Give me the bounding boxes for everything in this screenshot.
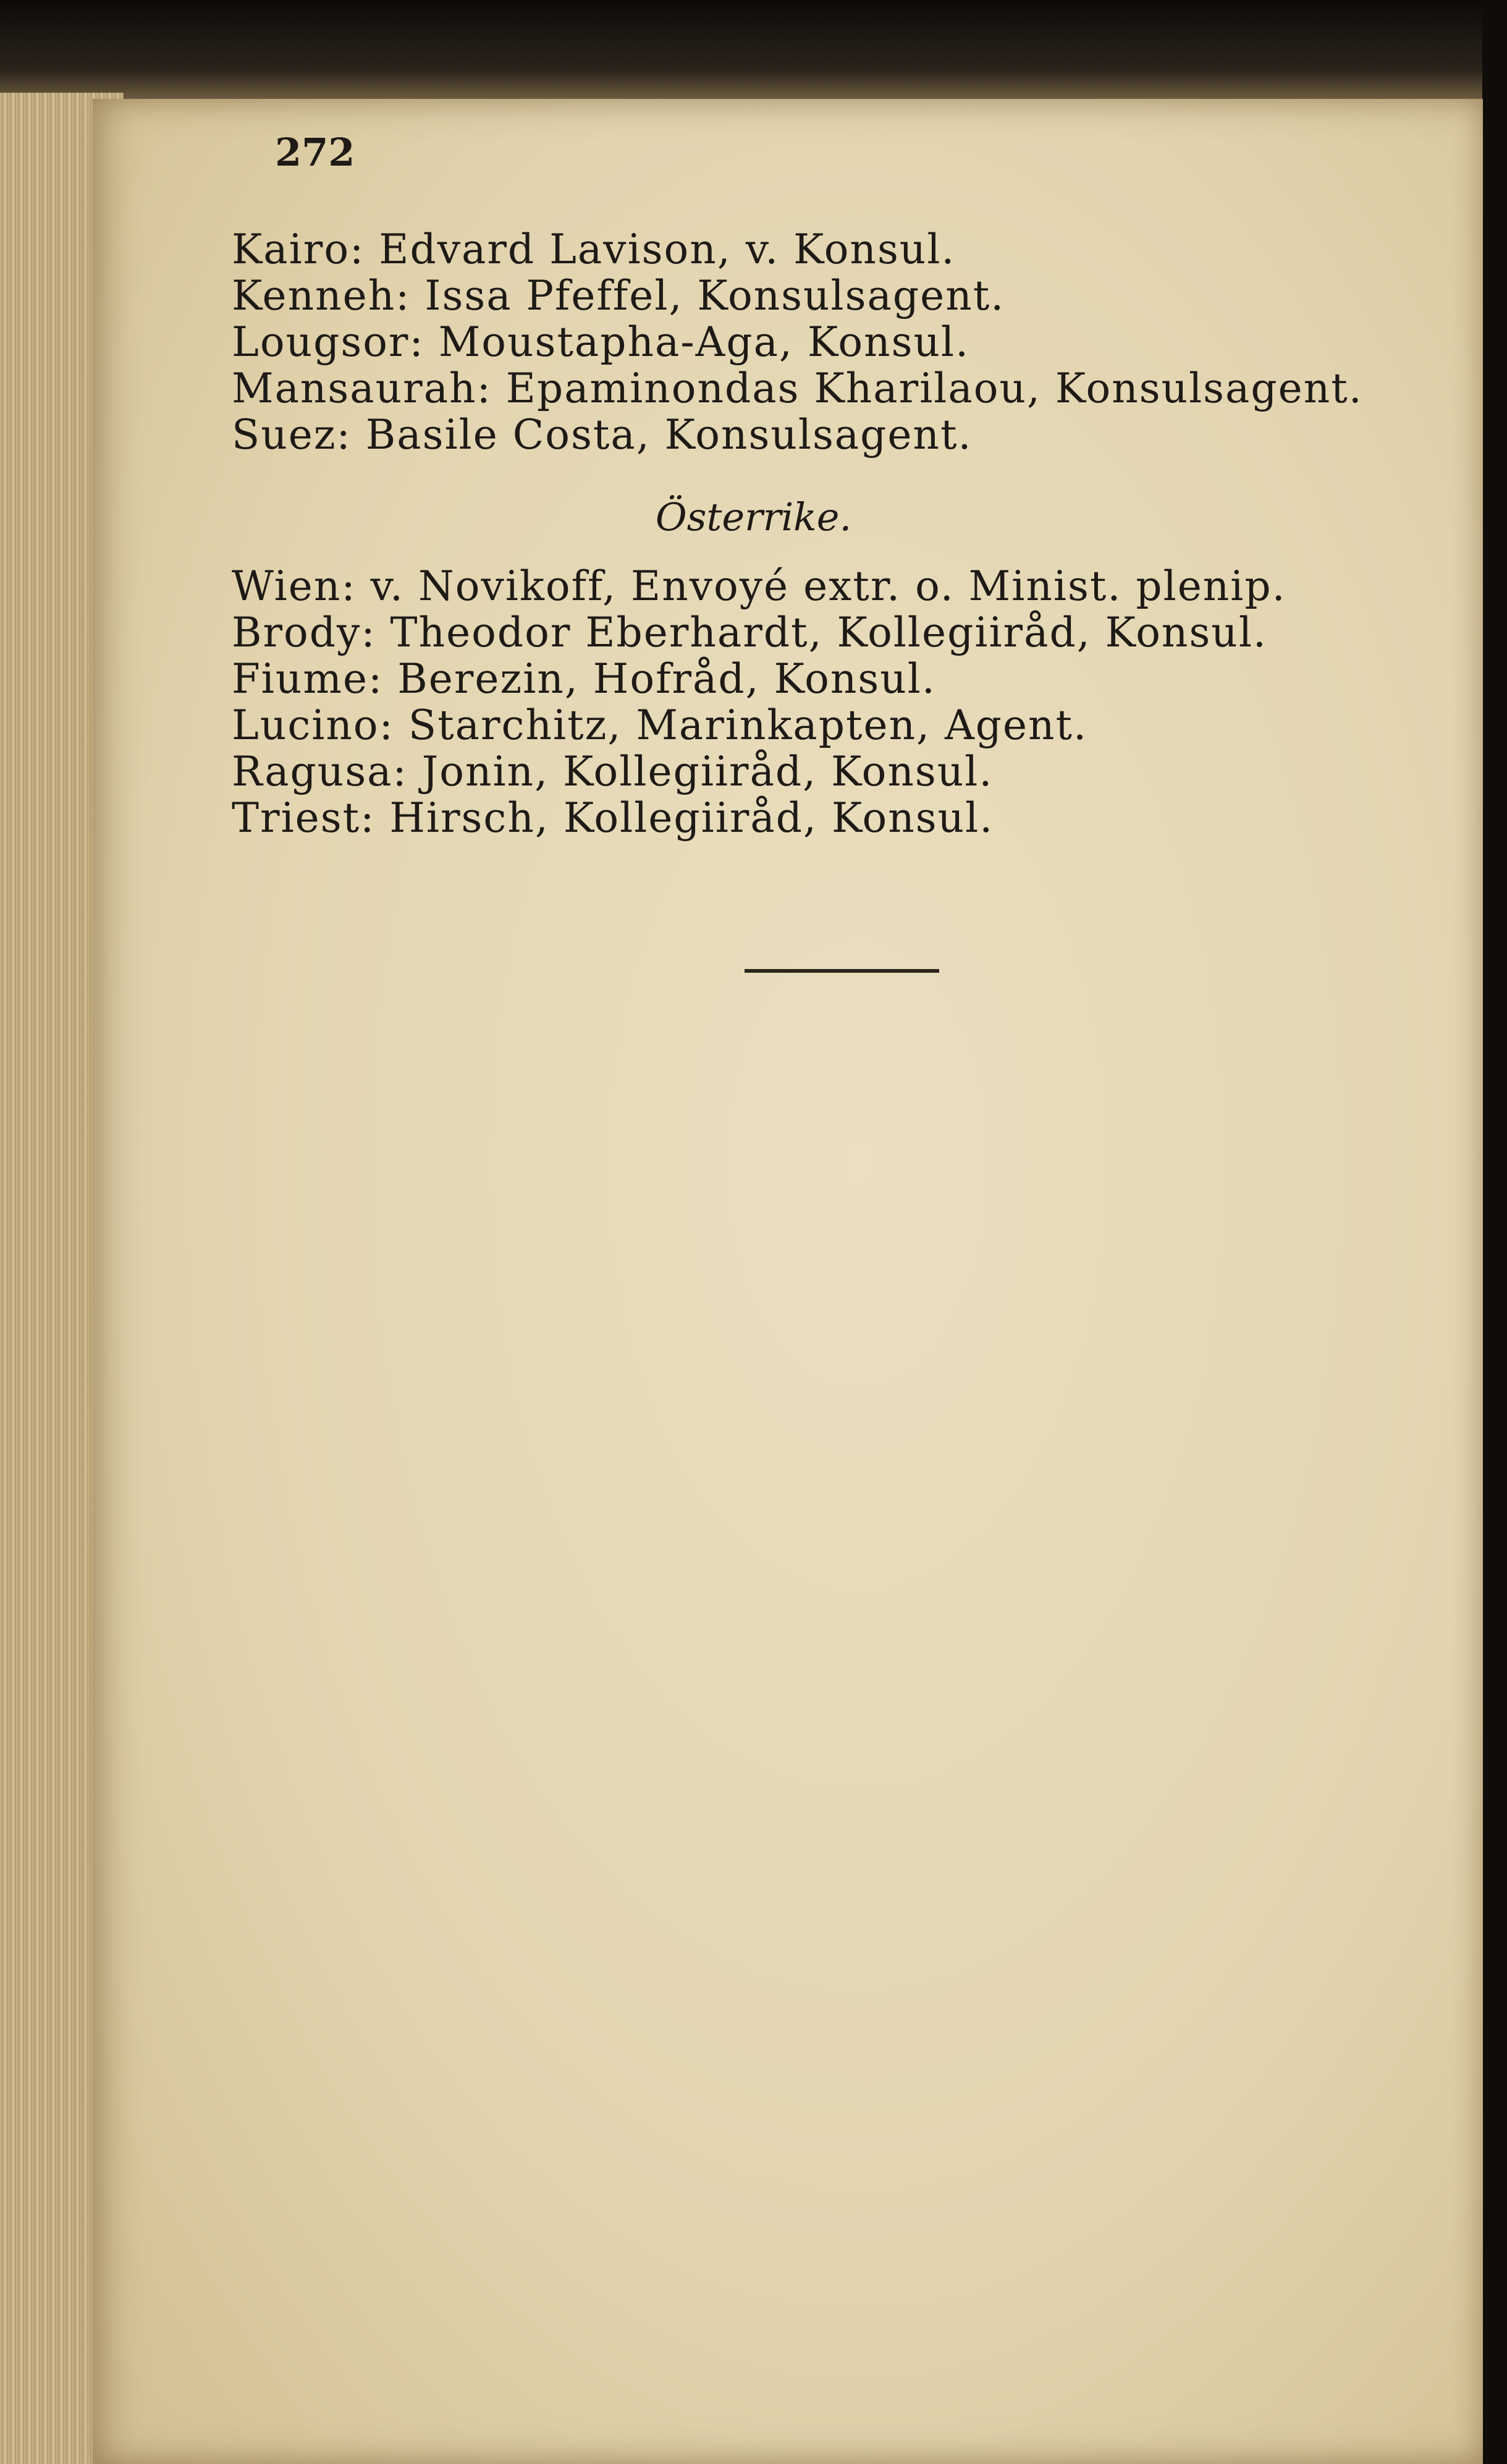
entry-line: Suez: Basile Costa, Konsulsagent. — [232, 411, 973, 459]
entry-line: Ragusa: Jonin, Kollegiiråd, Konsul. — [232, 748, 994, 795]
entry-line: Lucino: Starchitz, Marinkapten, Agent. — [232, 701, 1088, 749]
entry-line: Lougsor: Moustapha-Aga, Konsul. — [232, 318, 970, 366]
entry-line: Mansaurah: Epaminondas Kharilaou, Konsulsagent. — [232, 365, 1363, 412]
book-top-shadow — [0, 0, 1507, 99]
section-end-rule — [745, 969, 939, 973]
section-heading: Österrike. — [655, 494, 852, 540]
entry-line: Kenneh: Issa Pfeffel, Konsulsagent. — [232, 272, 1005, 320]
book-right-shadow — [1482, 0, 1507, 2464]
entry-line: Wien: v. Novikoff, Envoyé extr. o. Minist. plenip. — [232, 562, 1286, 610]
entry-line: Triest: Hirsch, Kollegiiråd, Konsul. — [232, 794, 994, 842]
entry-line: Brody: Theodor Eberhardt, Kollegiiråd, Konsul. — [232, 609, 1267, 656]
entry-line: Kairo: Edvard Lavison, v. Konsul. — [232, 226, 956, 273]
page-number: 272 — [275, 130, 355, 175]
entry-line: Fiume: Berezin, Hofråd, Konsul. — [232, 655, 936, 703]
